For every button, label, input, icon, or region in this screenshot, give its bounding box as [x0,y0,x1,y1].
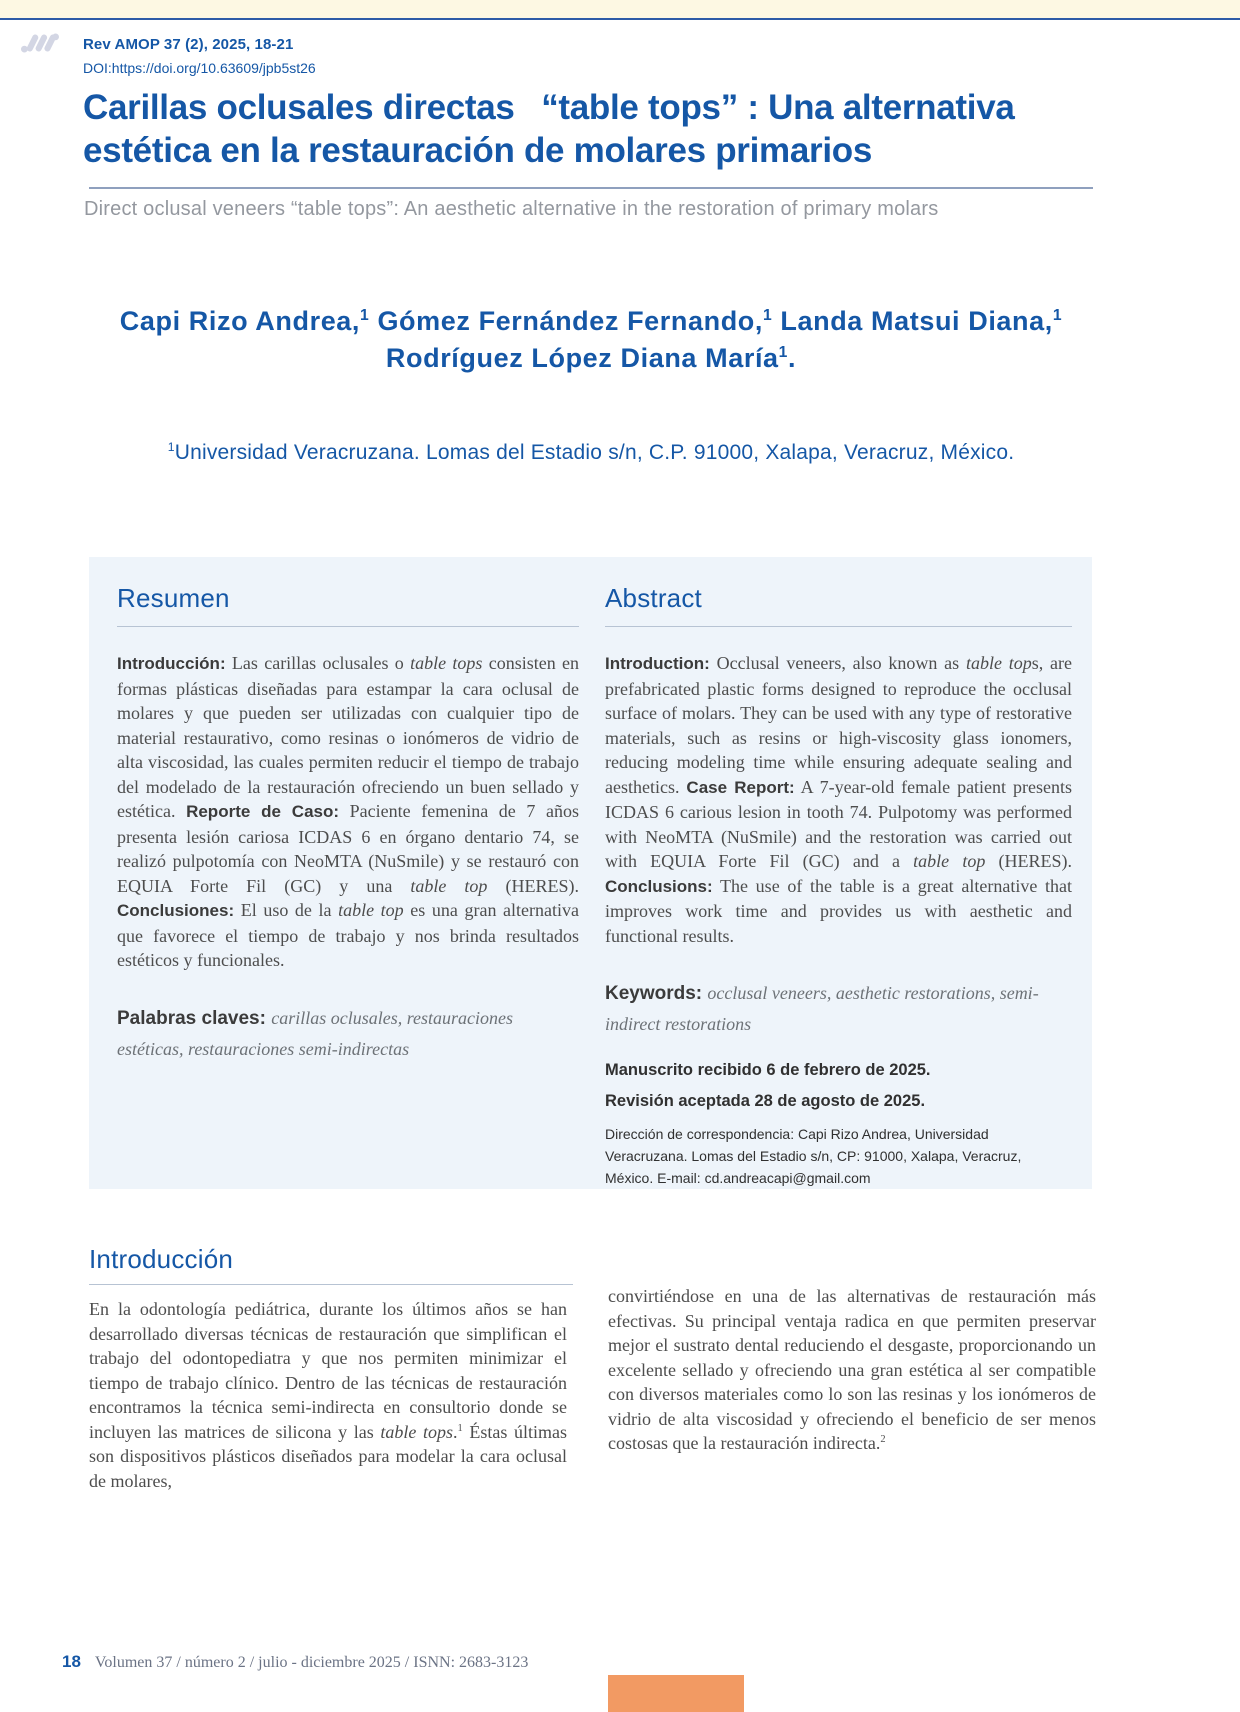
text-segment: 2 [880,1434,886,1445]
text-segment: (HERES). [985,851,1072,871]
journal-logo-icon [21,30,59,56]
abstract-section [605,583,1072,1189]
text-segment: es una gran alternativa que favorece el tiempo de trabajo y nos brinda resultados estéticos y funcionales. [117,900,579,970]
text-segment: Gómez Fernández Fernando, [369,306,763,336]
text-segment: Éstas últimas son dispositivos plásticos diseñados para modelar la cara oclusal de molares, [89,1421,567,1491]
introduction-heading: Introducción [89,1244,234,1274]
text-segment: 1 [778,344,788,361]
text-segment: Conclusions: [605,876,713,896]
text-segment: Capi Rizo Andrea, [119,306,361,336]
text-segment: A 7-year-old female patient presents ICDAS 6 carious lesion in tooth 74. Pulpotomy was performed with NeoMTA (NuSmile) and the restoration was carried out with EQUIA Forte Fil (GC) and a [605,776,1072,871]
authors-line-1 [89,303,1093,340]
text-segment: Keywords: [605,983,708,1004]
resumen-heading: Resumen [117,583,230,613]
text-segment: . [453,1421,458,1442]
manuscript-received: Manuscrito recibido 6 de febrero de 2025. [605,1061,931,1079]
text-segment: table top [913,851,986,871]
text-segment: . [787,343,797,373]
text-segment: Reporte de Caso: [186,802,340,821]
text-segment: convirtiéndose en una de las alternativas de restauración más efectivas. Su principal ventaja radica en que permiten preservar mejor el sustrato dental reduciendo el desgaste, proporcionando un excelente sellado y ofreciendo una gran estética al ser compatible con diversos materiales como lo son las resinas y los ionómeros de vidrio de alta viscosidad y ofreciendo el beneficio de ser menos costosas que la restauración indirecta. [608,1286,1096,1453]
abstract-box [89,557,1092,1189]
affiliation [89,441,1093,465]
text-segment: 1 [167,440,175,454]
issue-info: Volumen 37 / número 2 / julio - diciembre 2025 / ISNN: 2683-3123 [94,1654,529,1671]
authors-block [89,303,1093,377]
resumen-section [117,583,579,1189]
text-segment: table tops [380,1421,454,1442]
heading-divider [605,626,1072,627]
text-segment: 1 [1052,307,1063,324]
title-divider [89,187,1093,189]
abstract-keywords [605,978,1072,1039]
article-title-line2: estética en la restauración de molares primarios [83,131,873,170]
article-subtitle-en: Direct oclusal veneers “table tops”: An aesthetic alternative in the restoration of primary molars [84,198,939,220]
text-segment: table top [410,875,488,896]
resumen-body [117,651,579,973]
page-number: 18 [62,1652,81,1671]
article-title [83,86,1103,172]
text-segment: Introduction: [605,654,710,673]
text-segment: table top [965,653,1032,673]
text-segment: Las carillas oclusales o [225,653,411,673]
text-segment: table top [338,900,404,920]
text-segment: Rodríguez López Diana María [385,343,779,373]
introduction-column-right [608,1284,1096,1456]
text-segment: table tops [410,653,483,673]
text-segment: 1 [763,307,773,324]
text-segment: En la odontología pediátrica, durante los últimos años se han desarrollado diversas técnicas de restauración que simplifican el trabajo del odontopediatra y que nos permiten minimizar el tiempo de trabajo clínico. Dentro de las técnicas de restauración encontramos la técnica semi-indirecta en consultorio donde se incluyen las matrices de silicona y las [89,1299,567,1442]
text-segment: Universidad Veracruzana. Lomas del Estadio s/n, C.P. 91000, Xalapa, Veracruz, México. [174,441,1015,464]
journal-reference: Rev AMOP 37 (2), 2025, 18-21 [83,36,294,53]
text-segment: Palabras claves: [117,1007,272,1029]
correspondence-address: Dirección de correspondencia: Capi Rizo Andrea, Universidad Veracruzana. Lomas del Estadio s/n, CP: 91000, Xalapa, Veracruz, México. E-mail: cd.andreacapi@gmail.com [605,1126,1022,1186]
text-segment: occlusal veneers, aesthetic restorations, semi-indirect restorations [605,983,1039,1034]
introduction-column-left [89,1297,567,1493]
text-segment: Conclusiones: [117,901,235,920]
text-segment: Introducción: [117,654,226,673]
text-segment: 1 [360,307,370,324]
doi-link[interactable]: DOI:https://doi.org/10.63609/jpb5st26 [83,60,316,76]
text-segment: 1 [457,1422,463,1434]
text-segment: Paciente femenina de 7 años presenta lesión cariosa ICDAS 6 en órgano dentario 74, se realizó pulpotomía con NeoMTA (NuSmile) y se restauró con EQUIA Forte Fil (GC) y una [117,801,580,896]
text-segment: El uso de la [234,900,339,920]
introduction-divider [89,1284,573,1285]
abstract-heading: Abstract [605,583,702,613]
text-segment: (HERES). [487,875,579,896]
text-segment: carillas oclusales, restauraciones estéticas, restauraciones semi-indirectas [117,1007,514,1059]
text-segment: s, are prefabricated plastic forms designed to reproduce the occlusal surface of molars. They can be used with any type of restorative materials, such as resins or high-viscosity glass ionomers, reducing modeling time while ensuring adequate sealing and aesthetics. [605,653,1072,797]
text-segment: Case Report: [686,777,795,797]
text-segment: consisten en formas plásticas diseñadas para estampar la cara oclusal de molares y que pueden ser utilizadas con cualquier tipo de material restaurativo, como resinas o ionómeros de vidrio de alta viscosidad, las cuales permiten reducir el tiempo de trabajo del modelado de la restauración ofreciendo un buen sellado y estética. [117,653,579,821]
authors-line-2 [89,340,1093,377]
text-segment: Occlusal veneers, also known as [709,653,966,673]
top-accent-band [0,0,1240,20]
revision-accepted: Revisión aceptada 28 de agosto de 2025. [605,1092,926,1110]
text-segment: The use of the table is a great alternative that improves work time and provides us with aesthetic and functional results. [605,875,1072,946]
resumen-keywords [117,1003,579,1064]
article-title-line1: Carillas oclusales directas “table tops” : Una alternativa [83,88,1015,127]
abstract-body [605,651,1072,948]
text-segment: Landa Matsui Diana, [772,306,1053,336]
heading-divider [117,626,579,627]
page-footer [62,1652,528,1672]
orange-accent-block [608,1675,744,1712]
